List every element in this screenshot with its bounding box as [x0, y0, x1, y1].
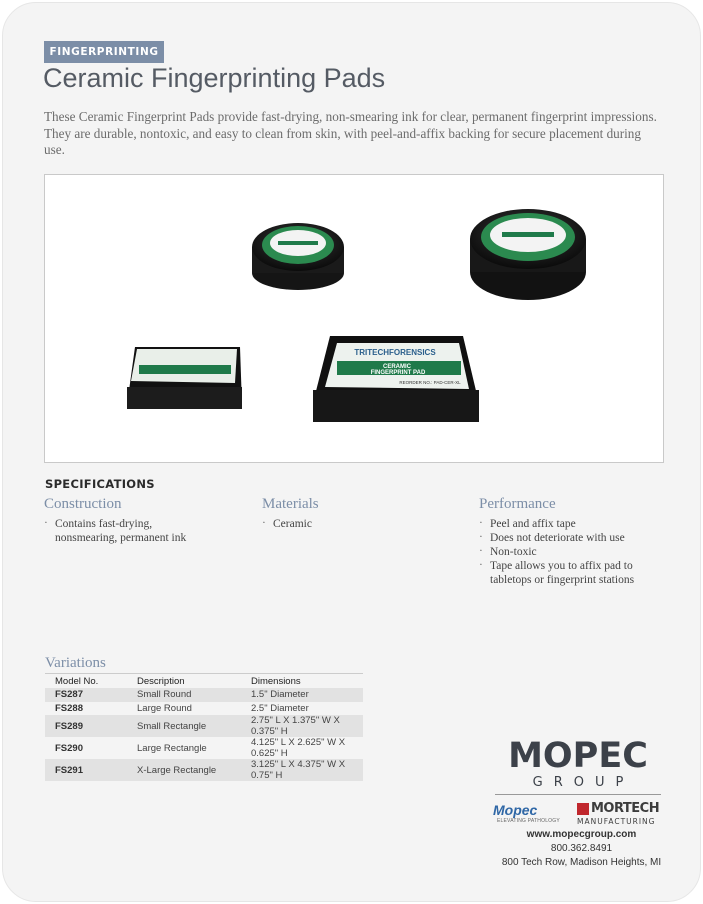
performance-column	[479, 496, 634, 587]
label-reorder-text: REORDER NO.: PAD-CER-XL	[399, 380, 461, 385]
mortech-mark-icon	[577, 803, 589, 815]
product-photo	[44, 174, 664, 463]
model-cell: FS290	[55, 742, 83, 754]
small-rectangle-pad	[127, 347, 242, 409]
materials-item: · Ceramic	[262, 517, 319, 531]
construction-item: nonsmearing, permanent ink	[55, 532, 187, 544]
variations-title: Variations	[45, 655, 106, 671]
logo-divider	[495, 794, 661, 795]
performance-item: · Non-toxic	[479, 545, 634, 559]
table-row	[45, 702, 363, 716]
product-description: These Ceramic Fingerprint Pads provide fast-drying, non-smearing ink for clear, permanent fingerprint impressions. They are durable, nontoxic, and easy to clean from skin, with peel-and-affix backing for secure placement during use.	[44, 109, 657, 157]
performance-item: tabletops or fingerprint stations	[490, 574, 635, 586]
mopec-group-logo	[489, 738, 667, 828]
address: 800 Tech Row, Madison Heights, MI	[501, 857, 662, 868]
performance-item: · Peel and affix tape	[479, 517, 634, 531]
description-cell: Large Round	[137, 702, 192, 714]
description-cell: Large Rectangle	[137, 742, 207, 754]
contact-info	[479, 828, 684, 870]
mortech-subtitle: MANUFACTURING	[577, 817, 656, 826]
construction-column	[44, 496, 186, 545]
label-brand-text: TRITECHFORENSICS	[354, 348, 436, 357]
mopec-sub-logo: Mopec	[493, 802, 538, 818]
model-cell: FS291	[45, 759, 127, 781]
table-row	[45, 759, 363, 781]
table-row	[45, 737, 363, 759]
category-badge: FINGERPRINTING	[44, 41, 164, 63]
description-cell: X-Large Rectangle	[127, 759, 241, 781]
group-wordmark: GROUP	[532, 775, 635, 790]
performance-list	[479, 517, 634, 587]
dimensions-cell: 3.125" L X 4.375" W X 0.75" H	[241, 759, 363, 781]
construction-list	[44, 517, 186, 545]
model-cell: FS289	[45, 715, 127, 737]
dimensions-cell: 2.5" Diameter	[251, 702, 309, 714]
label-product-line1: CERAMIC	[383, 364, 411, 370]
construction-item: · Contains fast-drying,	[44, 517, 186, 531]
table-header-row	[45, 674, 363, 689]
materials-title: Materials	[262, 496, 319, 512]
website-link[interactable]: www.mopecgroup.com	[526, 829, 637, 840]
large-round-pad	[470, 209, 586, 300]
column-header-description: Description	[127, 674, 241, 689]
model-cell: FS287	[45, 688, 127, 702]
performance-item: · Does not deteriorate with use	[479, 531, 634, 545]
page-title: Ceramic Fingerprinting Pads	[43, 63, 386, 93]
mortech-wordmark: MORTECH	[591, 801, 660, 816]
small-round-pad	[252, 223, 344, 290]
description-cell: Small Round	[127, 688, 241, 702]
table-row	[45, 688, 363, 702]
fingerprint-pads-illustration	[45, 175, 664, 463]
materials-list	[262, 517, 319, 531]
description-cell: Small Rectangle	[127, 715, 241, 737]
materials-column	[262, 496, 319, 531]
phone-number: 800.362.8491	[550, 843, 613, 854]
performance-item: · Tape allows you to affix pad to	[479, 559, 634, 573]
specifications-heading: SPECIFICATIONS	[45, 477, 155, 491]
variations-table	[45, 673, 363, 781]
product-sheet	[2, 2, 701, 902]
table-row	[45, 715, 363, 737]
construction-title: Construction	[44, 496, 122, 512]
column-header-model: Model No.	[45, 674, 127, 689]
model-cell: FS288	[55, 702, 83, 714]
performance-title: Performance	[479, 496, 556, 512]
dimensions-cell: 1.5" Diameter	[241, 688, 363, 702]
mopec-wordmark: MOPEC	[508, 736, 648, 776]
dimensions-cell: 2.75" L X 1.375" W X 0.375" H	[241, 715, 363, 737]
dimensions-cell: 4.125" L X 2.625" W X 0.625" H	[251, 737, 346, 760]
column-header-dimensions: Dimensions	[241, 674, 363, 689]
xlarge-rectangle-pad	[313, 336, 479, 422]
label-product-line2: FINGERPRINT PAD	[370, 370, 426, 376]
mopec-tagline: ELEVATING PATHOLOGY	[497, 818, 560, 824]
sub-brand-logos	[489, 800, 667, 828]
